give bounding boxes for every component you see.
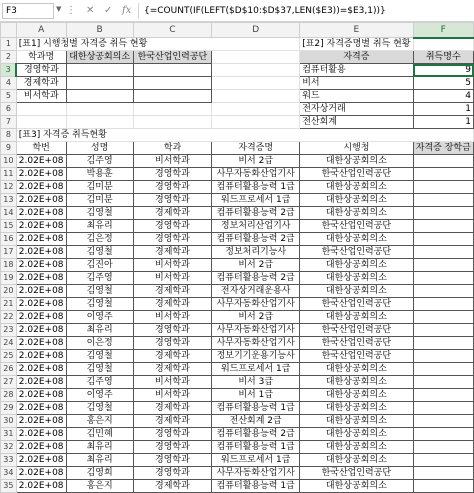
cell-b33[interactable]: 최유리 (66, 454, 133, 467)
cell-b2[interactable]: 대한상공회의소 (66, 51, 133, 64)
cell-c24[interactable]: 경영학과 (133, 337, 211, 350)
cell-a12[interactable]: 2.02E+08 (16, 181, 66, 194)
cell-c23[interactable]: 경영학과 (133, 324, 211, 337)
select-all-corner[interactable] (1, 23, 17, 38)
formula-input[interactable]: {=COUNT(IF(LEFT($D$10:$D$37,LEN($E3))=$E3,1))} (144, 6, 386, 16)
cell-f21[interactable] (413, 298, 474, 311)
row-header-14[interactable]: 14 (1, 207, 17, 220)
row-header-23[interactable]: 23 (1, 324, 17, 337)
cell-f1[interactable] (413, 38, 474, 51)
column-header-e[interactable]: E (300, 23, 413, 38)
cell-a22[interactable]: 2.02E+08 (16, 311, 66, 324)
cell-e22[interactable]: 대한상공회의소 (300, 311, 413, 324)
cell-b5[interactable] (66, 90, 133, 103)
cell-b4[interactable] (66, 77, 133, 90)
cell-a23[interactable]: 2.02E+08 (16, 324, 66, 337)
cell-d21[interactable]: 사무자동화산업기사 (212, 298, 300, 311)
cell-a4[interactable]: 경제학과 (16, 77, 66, 90)
table-row (1, 168, 474, 181)
cell-d22[interactable]: 비서 2급 (212, 311, 300, 324)
cell-a35[interactable]: 2.02E+08 (16, 480, 66, 493)
insert-function-icon[interactable]: fx (122, 5, 132, 16)
row-header-19[interactable]: 19 (1, 272, 17, 285)
cell-e26[interactable]: 대한상공회의소 (300, 363, 413, 376)
cell-b21[interactable]: 김영철 (66, 298, 133, 311)
table-row (1, 220, 474, 233)
cell-e5[interactable]: 워드 (300, 90, 413, 103)
cell-d14[interactable]: 컴퓨터활용능력 2급 (212, 207, 300, 220)
cell-c31[interactable]: 경영학과 (133, 428, 211, 441)
table-row (1, 441, 474, 454)
cell-d7[interactable] (212, 116, 300, 129)
table-row (1, 480, 474, 493)
cell-c10[interactable]: 비서학과 (133, 155, 211, 168)
cell-b11[interactable]: 박용훈 (66, 168, 133, 181)
row-header-18[interactable]: 18 (1, 259, 17, 272)
cell-c18[interactable]: 비서학과 (133, 259, 211, 272)
table-row (1, 454, 474, 467)
cell-a16[interactable]: 2.02E+08 (16, 233, 66, 246)
cell-f31[interactable] (413, 428, 474, 441)
row-header-29[interactable]: 29 (1, 402, 17, 415)
row-header-28[interactable]: 28 (1, 389, 17, 402)
cell-a14[interactable]: 2.02E+08 (16, 207, 66, 220)
formula-divider (138, 3, 139, 19)
cancel-icon[interactable]: ✕ (86, 5, 95, 16)
column-header-a[interactable]: A (16, 23, 66, 38)
row-header-13[interactable]: 13 (1, 194, 17, 207)
cell-b7[interactable] (66, 116, 133, 129)
worksheet-grid (0, 22, 474, 491)
row-header-9[interactable]: 9 (1, 142, 17, 155)
row-header-8[interactable]: 8 (1, 129, 17, 142)
table-row (1, 428, 474, 441)
cell-f10[interactable] (413, 155, 474, 168)
cell-b35[interactable]: 홍은지 (66, 480, 133, 493)
row-header-25[interactable]: 25 (1, 350, 17, 363)
cell-d28[interactable]: 비서 1급 (212, 389, 300, 402)
cell-d29[interactable]: 컴퓨터활용능력 1급 (212, 402, 300, 415)
cell-a28[interactable]: 2.02E+08 (16, 389, 66, 402)
cell-a6[interactable] (16, 103, 66, 116)
cell-b3[interactable] (66, 64, 133, 77)
cell-e16[interactable]: 대한상공회의소 (300, 233, 413, 246)
column-header-row (1, 23, 474, 38)
table-row (1, 233, 474, 246)
cell-f25[interactable] (413, 350, 474, 363)
row-header-26[interactable]: 26 (1, 363, 17, 376)
cell-d23[interactable]: 사무자동화산업기사 (212, 324, 300, 337)
cell-a32[interactable]: 2.02E+08 (16, 441, 66, 454)
cell-f5[interactable]: 4 (413, 90, 474, 103)
cell-f29[interactable] (413, 402, 474, 415)
cell-a33[interactable]: 2.02E+08 (16, 454, 66, 467)
sheet-row (1, 116, 474, 129)
sheet-row (1, 103, 474, 116)
cell-e35[interactable]: 대한상공회의소 (300, 480, 413, 493)
cell-b14[interactable]: 김영철 (66, 207, 133, 220)
table-row (1, 376, 474, 389)
cell-d25[interactable]: 정보기기운용기능사 (212, 350, 300, 363)
cell-c33[interactable]: 경영학과 (133, 454, 211, 467)
cell-a29[interactable]: 2.02E+08 (16, 402, 66, 415)
cell-d5[interactable] (212, 90, 300, 103)
cell-f27[interactable] (413, 376, 474, 389)
cell-e23[interactable]: 한국산업인력공단 (300, 324, 413, 337)
cell-a15[interactable]: 2.02E+08 (16, 220, 66, 233)
cell-d3[interactable] (212, 64, 300, 77)
row-header-16[interactable]: 16 (1, 233, 17, 246)
cell-b20[interactable]: 김영철 (66, 285, 133, 298)
cell-c11[interactable]: 경영학과 (133, 168, 211, 181)
cell-f12[interactable] (413, 181, 474, 194)
sheet-row (1, 77, 474, 90)
cell-d34[interactable]: 사무자동화산업기사 (212, 467, 300, 480)
cell-b16[interactable]: 김은정 (66, 233, 133, 246)
cell-c16[interactable]: 경영학과 (133, 233, 211, 246)
table-row (1, 285, 474, 298)
cell-b25[interactable]: 김영철 (66, 350, 133, 363)
cell-a5[interactable]: 비서학과 (16, 90, 66, 103)
cell-f30[interactable] (413, 415, 474, 428)
spreadsheet (0, 22, 474, 493)
table3-header-e[interactable]: 시행청 (300, 142, 413, 155)
cell-c17[interactable]: 경제학과 (133, 246, 211, 259)
cell-e10[interactable]: 대한상공회의소 (300, 155, 413, 168)
cell-b10[interactable]: 김주영 (66, 155, 133, 168)
row-header-12[interactable]: 12 (1, 181, 17, 194)
table-row (1, 311, 474, 324)
table1-title[interactable]: [표1] 시행청별 자격증 취득 현황 (16, 38, 299, 51)
cell-e29[interactable]: 대한상공회의소 (300, 402, 413, 415)
cell-c5[interactable] (133, 90, 211, 103)
cell-d13[interactable]: 워드프로세서 1급 (212, 194, 300, 207)
cell-e32[interactable]: 대한상공회의소 (300, 441, 413, 454)
cell-c20[interactable]: 경제학과 (133, 285, 211, 298)
cell-e2[interactable]: 자격증 (300, 51, 413, 64)
cell-a31[interactable]: 2.02E+08 (16, 428, 66, 441)
cell-d15[interactable]: 정보처리산업기사 (212, 220, 300, 233)
cell-c2[interactable]: 한국산업인력공단 (133, 51, 211, 64)
cell-d2[interactable] (212, 51, 300, 64)
cell-e20[interactable]: 대한상공회의소 (300, 285, 413, 298)
cell-b30[interactable]: 홍은지 (66, 415, 133, 428)
cell-f14[interactable] (413, 207, 474, 220)
cell-d30[interactable]: 전산회계 2급 (212, 415, 300, 428)
table3-header-c[interactable]: 학과 (133, 142, 211, 155)
cell-d10[interactable]: 비서 2급 (212, 155, 300, 168)
table3-header-row (1, 142, 474, 155)
cell-f16[interactable] (413, 233, 474, 246)
table3-header-b[interactable]: 성명 (66, 142, 133, 155)
cell-f24[interactable] (413, 337, 474, 350)
column-header-b[interactable]: B (66, 23, 133, 38)
table-row (1, 363, 474, 376)
cell-a13[interactable]: 2.02E+08 (16, 194, 66, 207)
row-header-32[interactable]: 32 (1, 441, 17, 454)
row-header-7[interactable]: 7 (1, 116, 17, 129)
cell-e7[interactable]: 전산회계 (300, 116, 413, 129)
table-row (1, 207, 474, 220)
cell-d11[interactable]: 사무자동화산업기사 (212, 168, 300, 181)
cell-f13[interactable] (413, 194, 474, 207)
row-header-3[interactable]: 3 (1, 64, 17, 77)
cell-b15[interactable]: 최유리 (66, 220, 133, 233)
cell-b12[interactable]: 김미분 (66, 181, 133, 194)
cell-b6[interactable] (66, 103, 133, 116)
table-row (1, 337, 474, 350)
cell-a20[interactable]: 2.02E+08 (16, 285, 66, 298)
row-header-11[interactable]: 11 (1, 168, 17, 181)
sheet-row (1, 129, 474, 142)
row-header-34[interactable]: 34 (1, 467, 17, 480)
cell-b27[interactable]: 김주영 (66, 376, 133, 389)
cell-b32[interactable]: 최유리 (66, 441, 133, 454)
cell-f3[interactable]: 9 (413, 64, 474, 77)
cell-e17[interactable]: 한국산업인력공단 (300, 246, 413, 259)
row-header-2[interactable]: 2 (1, 51, 17, 64)
cell-e15[interactable]: 한국산업인력공단 (300, 220, 413, 233)
row-header-20[interactable]: 20 (1, 285, 17, 298)
table3-header-a[interactable]: 학번 (16, 142, 66, 155)
cell-f19[interactable] (413, 272, 474, 285)
cell-f23[interactable] (413, 324, 474, 337)
cell-d35[interactable]: 컴퓨터활용능력 1급 (212, 480, 300, 493)
cell-c29[interactable]: 경제학과 (133, 402, 211, 415)
cell-c27[interactable]: 비서학과 (133, 376, 211, 389)
cell-e30[interactable]: 대한상공회의소 (300, 415, 413, 428)
cell-a10[interactable]: 2.02E+08 (16, 155, 66, 168)
cell-e28[interactable]: 대한상공회의소 (300, 389, 413, 402)
cell-d18[interactable]: 비서 2급 (212, 259, 300, 272)
cell-c3[interactable] (133, 64, 211, 77)
table2-title[interactable]: [표2] 자격증명별 취득 현황 (300, 38, 413, 51)
cell-a19[interactable]: 2.02E+08 (16, 272, 66, 285)
cell-b24[interactable]: 이은정 (66, 337, 133, 350)
cell-f4[interactable]: 5 (413, 77, 474, 90)
table3-header-d[interactable]: 자격증명 (212, 142, 300, 155)
cell-e4[interactable]: 비서 (300, 77, 413, 90)
cell-c34[interactable]: 경영학과 (133, 467, 211, 480)
cell-a25[interactable]: 2.02E+08 (16, 350, 66, 363)
cell-d4[interactable] (212, 77, 300, 90)
row-header-1[interactable]: 1 (1, 38, 17, 51)
cell-d27[interactable]: 비서 3급 (212, 376, 300, 389)
table-row (1, 181, 474, 194)
cell-c7[interactable] (133, 116, 211, 129)
cell-c6[interactable] (133, 103, 211, 116)
cell-a7[interactable] (16, 116, 66, 129)
cell-f17[interactable] (413, 246, 474, 259)
cell-e12[interactable]: 대한상공회의소 (300, 181, 413, 194)
cell-c13[interactable]: 경영학과 (133, 194, 211, 207)
cell-c35[interactable]: 경제학과 (133, 480, 211, 493)
cell-d33[interactable]: 워드프로세서 1급 (212, 454, 300, 467)
cell-f34[interactable] (413, 467, 474, 480)
cell-c28[interactable]: 비서학과 (133, 389, 211, 402)
table-row (1, 194, 474, 207)
cell-d26[interactable]: 워드프로세서 1급 (212, 363, 300, 376)
table-row (1, 272, 474, 285)
table-row (1, 389, 474, 402)
row-header-15[interactable]: 15 (1, 220, 17, 233)
cell-e6[interactable]: 전자상거래 (300, 103, 413, 116)
cell-d17[interactable]: 정보처리기능사 (212, 246, 300, 259)
enter-icon[interactable]: ✓ (104, 5, 113, 16)
cell-d24[interactable]: 사무자동화산업기사 (212, 337, 300, 350)
cell-f7[interactable]: 1 (413, 116, 474, 129)
cell-f20[interactable] (413, 285, 474, 298)
formula-bar (0, 0, 474, 22)
cell-c26[interactable]: 경제학과 (133, 363, 211, 376)
row-header-33[interactable]: 33 (1, 454, 17, 467)
table-row (1, 324, 474, 337)
cell-c15[interactable]: 경영학과 (133, 220, 211, 233)
row-header-21[interactable]: 21 (1, 298, 17, 311)
row-header-4[interactable]: 4 (1, 77, 17, 90)
cell-a30[interactable]: 2.02E+08 (16, 415, 66, 428)
chevron-down-icon[interactable]: ▼ (56, 5, 62, 13)
cell-c4[interactable] (133, 77, 211, 90)
more-options-icon: ⋮ (66, 5, 76, 16)
cell-e24[interactable]: 한국산업인력공단 (300, 337, 413, 350)
cell-c12[interactable]: 경영학과 (133, 181, 211, 194)
cell-d16[interactable]: 컴퓨터활용능력 2급 (212, 233, 300, 246)
cell-e3[interactable]: 컴퓨터활용 (300, 64, 413, 77)
cell-d31[interactable]: 컴퓨터활용능력 2급 (212, 428, 300, 441)
column-header-d[interactable]: D (212, 23, 300, 38)
cell-f33[interactable] (413, 454, 474, 467)
cell-e11[interactable]: 한국산업인력공단 (300, 168, 413, 181)
table-row (1, 259, 474, 272)
cell-e21[interactable]: 한국산업인력공단 (300, 298, 413, 311)
cell-a24[interactable]: 2.02E+08 (16, 337, 66, 350)
row-header-24[interactable]: 24 (1, 337, 17, 350)
row-header-10[interactable]: 10 (1, 155, 17, 168)
cell-a34[interactable]: 2.02E+08 (16, 467, 66, 480)
cell-e27[interactable]: 대한상공회의소 (300, 376, 413, 389)
cell-b19[interactable]: 김주영 (66, 272, 133, 285)
cell-e18[interactable]: 대한상공회의소 (300, 259, 413, 272)
cell-a26[interactable]: 2.02E+08 (16, 363, 66, 376)
table-row (1, 402, 474, 415)
cell-f18[interactable] (413, 259, 474, 272)
cell-b26[interactable]: 김영철 (66, 363, 133, 376)
cell-f2[interactable]: 취득명수 (413, 51, 474, 64)
row-header-17[interactable]: 17 (1, 246, 17, 259)
sheet-row (1, 90, 474, 103)
table-row (1, 246, 474, 259)
cell-f11[interactable] (413, 168, 474, 181)
row-header-6[interactable]: 6 (1, 103, 17, 116)
cell-e19[interactable]: 대한상공회의소 (300, 272, 413, 285)
row-header-27[interactable]: 27 (1, 376, 17, 389)
cell-f22[interactable] (413, 311, 474, 324)
table-row (1, 415, 474, 428)
table-row (1, 298, 474, 311)
cell-f15[interactable] (413, 220, 474, 233)
cell-c19[interactable]: 비서학과 (133, 272, 211, 285)
cell-c25[interactable]: 경제학과 (133, 350, 211, 363)
cell-b13[interactable]: 김미분 (66, 194, 133, 207)
cell-f35[interactable] (413, 480, 474, 493)
cell-b29[interactable]: 김영철 (66, 402, 133, 415)
column-header-f[interactable]: F (413, 23, 474, 38)
cell-e25[interactable]: 한국산업인력공단 (300, 350, 413, 363)
cell-d6[interactable] (212, 103, 300, 116)
cell-e34[interactable]: 한국산업인력공단 (300, 467, 413, 480)
cell-f6[interactable]: 1 (413, 103, 474, 116)
name-box[interactable]: F3 (2, 3, 54, 19)
cell-b28[interactable]: 이영주 (66, 389, 133, 402)
sheet-row (1, 64, 474, 77)
cell-e14[interactable]: 대한상공회의소 (300, 207, 413, 220)
cell-b22[interactable]: 이영주 (66, 311, 133, 324)
cell-d19[interactable]: 컴퓨터활용능력 2급 (212, 272, 300, 285)
sheet-row (1, 51, 474, 64)
row-header-22[interactable]: 22 (1, 311, 17, 324)
table-row (1, 155, 474, 168)
cell-a27[interactable]: 2.02E+08 (16, 376, 66, 389)
row-header-5[interactable]: 5 (1, 90, 17, 103)
cell-c32[interactable]: 경영학과 (133, 441, 211, 454)
table-row (1, 467, 474, 480)
cell-a11[interactable]: 2.02E+08 (16, 168, 66, 181)
cell-b34[interactable]: 김영희 (66, 467, 133, 480)
table3-title[interactable]: [표3] 자격증 취득현황 (16, 129, 473, 142)
cell-b23[interactable]: 최유리 (66, 324, 133, 337)
cell-a18[interactable]: 2.02E+08 (16, 259, 66, 272)
cell-c22[interactable]: 비서학과 (133, 311, 211, 324)
cell-a17[interactable]: 2.02E+08 (16, 246, 66, 259)
row-header-30[interactable]: 30 (1, 415, 17, 428)
column-header-c[interactable]: C (133, 23, 211, 38)
cell-a21[interactable]: 2.02E+08 (16, 298, 66, 311)
cell-d12[interactable]: 컴퓨터활용능력 1급 (212, 181, 300, 194)
cell-c14[interactable]: 경제학과 (133, 207, 211, 220)
row-header-31[interactable]: 31 (1, 428, 17, 441)
cell-d32[interactable]: 컴퓨터활용능력 1급 (212, 441, 300, 454)
cell-f32[interactable] (413, 441, 474, 454)
cell-e33[interactable]: 대한상공회의소 (300, 454, 413, 467)
cell-b17[interactable]: 김영철 (66, 246, 133, 259)
cell-f26[interactable] (413, 363, 474, 376)
sheet-row (1, 38, 474, 51)
cell-e13[interactable]: 대한상공회의소 (300, 194, 413, 207)
cell-b31[interactable]: 김민혜 (66, 428, 133, 441)
cell-c21[interactable]: 경제학과 (133, 298, 211, 311)
cell-e31[interactable]: 대한상공회의소 (300, 428, 413, 441)
table-row (1, 350, 474, 363)
cell-c30[interactable]: 경제학과 (133, 415, 211, 428)
cell-a3[interactable]: 경영학과 (16, 64, 66, 77)
cell-b18[interactable]: 김진아 (66, 259, 133, 272)
cell-f28[interactable] (413, 389, 474, 402)
row-header-35[interactable]: 35 (1, 480, 17, 493)
cell-a2[interactable]: 학과명 (16, 51, 66, 64)
cell-d20[interactable]: 전자상거래운용사 (212, 285, 300, 298)
table3-header-f[interactable]: 자격증 장학금 (413, 142, 474, 155)
